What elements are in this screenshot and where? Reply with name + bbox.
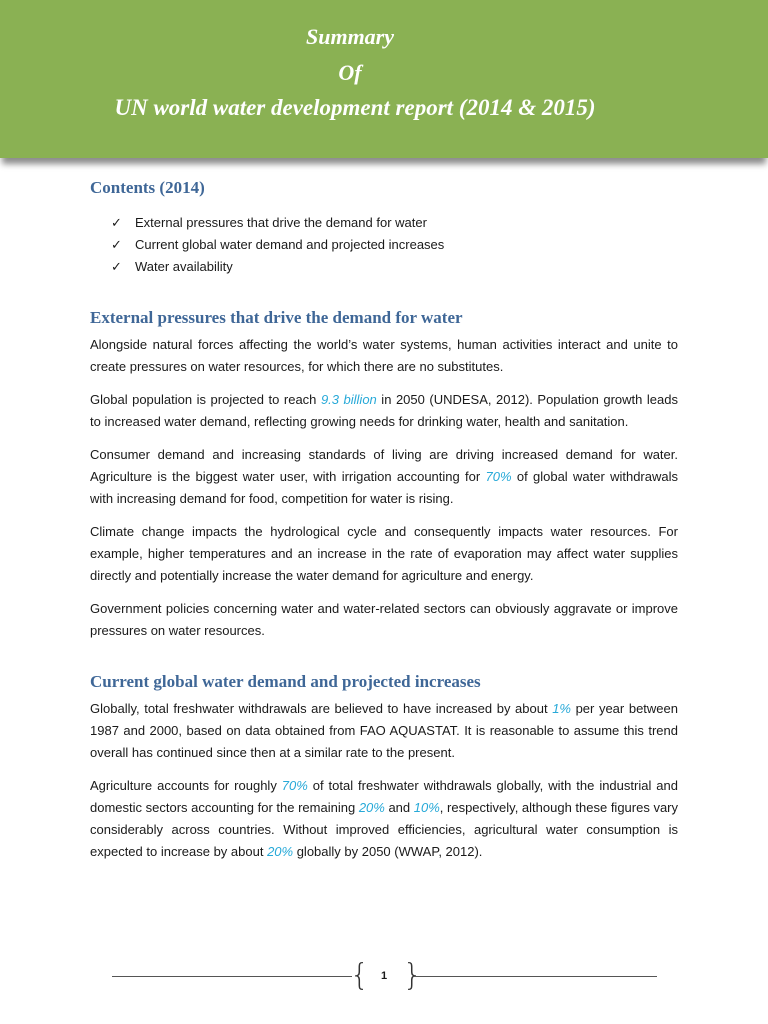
title-line-summary: Summary: [305, 24, 395, 49]
paragraph-text: per year between 1987 and 2000, based on data obtained from FAO AQUASTAT. It is reasonable to assume this trend overall has continued since then at a similar rate to the present.: [90, 701, 678, 760]
paragraph: [90, 775, 678, 863]
contents-item-label: Current global water demand and projected increases: [135, 237, 445, 252]
paragraph-text: of global water withdrawals with increasing demand for food, competition for water is rising.: [90, 469, 678, 506]
highlight-value: 20%: [358, 800, 385, 815]
check-icon: ✓: [111, 215, 122, 230]
paragraph-text: Agriculture accounts for roughly: [90, 778, 282, 793]
paragraph: [90, 698, 678, 764]
paragraph: [90, 334, 678, 378]
paragraph-text: , respectively, although these figures vary considerably across countries. Without improved efficiencies, agricultural water consumption is expected to increase by about: [90, 800, 679, 859]
paragraph: [90, 444, 678, 510]
contents-list: [90, 212, 678, 278]
paragraph-text: globally by 2050 (WWAP, 2012).: [293, 844, 483, 859]
paragraph-text: of total freshwater withdrawals globally, with the industrial and domestic sectors accounting for the remaining: [90, 778, 678, 815]
contents-item-label: Water availability: [135, 259, 233, 274]
footer-rule-left: [112, 976, 352, 977]
contents-item[interactable]: [90, 234, 678, 256]
contents-item-label: External pressures that drive the demand for water: [135, 215, 427, 230]
paragraph-text: Government policies concerning water and water-related sectors can obviously aggravate or improve pressures on water resources.: [90, 601, 678, 638]
title-line-report: UN world water development report (2014 & 2015): [114, 95, 596, 120]
highlight-value: 70%: [281, 778, 308, 793]
check-icon: ✓: [111, 237, 122, 252]
highlight-value: 9.3 billion: [320, 392, 377, 407]
page-footer: [0, 958, 768, 998]
section-heading-external-pressures: External pressures that drive the demand for water: [90, 308, 463, 327]
footer-rule-right: [414, 976, 657, 977]
highlight-value: 10%: [413, 800, 440, 815]
paragraph-text: Alongside natural forces affecting the world’s water systems, human activities interact and unite to create pressures on water resources, for which there are no substitutes.: [90, 337, 678, 374]
paragraph-text: and: [384, 800, 414, 815]
paragraph: [90, 598, 678, 642]
highlight-value: 1%: [552, 701, 571, 716]
paragraph-text: Global population is projected to reach: [90, 392, 321, 407]
paragraph: [90, 521, 678, 587]
document-body: [90, 178, 678, 874]
title-line-of: Of: [338, 60, 362, 85]
brace-left-icon: {: [350, 958, 370, 993]
paragraph-text: in 2050 (UNDESA, 2012). Population growth leads to increased water demand, reflecting growing needs for drinking water, health and sanitation.: [90, 392, 678, 429]
highlight-value: 70%: [485, 469, 512, 484]
contents-heading: Contents (2014): [90, 178, 205, 197]
paragraph-text: Globally, total freshwater withdrawals are believed to have increased by about: [90, 701, 553, 716]
page-number: 1: [380, 970, 388, 982]
title-banner: [0, 0, 768, 158]
highlight-value: 20%: [267, 844, 294, 859]
paragraph-text: Consumer demand and increasing standards of living are driving increased demand for water. Agriculture is the biggest water user, with irrigation accounting for: [90, 447, 678, 484]
brace-right-icon: }: [403, 958, 423, 993]
contents-item[interactable]: [90, 212, 678, 234]
section-heading-global-demand: Current global water demand and projected increases: [90, 672, 481, 691]
check-icon: ✓: [111, 259, 122, 274]
paragraph-text: Climate change impacts the hydrological cycle and consequently impacts water resources. For example, higher temperatures and an increase in the rate of evaporation may affect water supplies directly and potentially increase the water demand for agriculture and energy.: [90, 524, 678, 583]
paragraph: [90, 389, 678, 433]
contents-item[interactable]: [90, 256, 678, 278]
